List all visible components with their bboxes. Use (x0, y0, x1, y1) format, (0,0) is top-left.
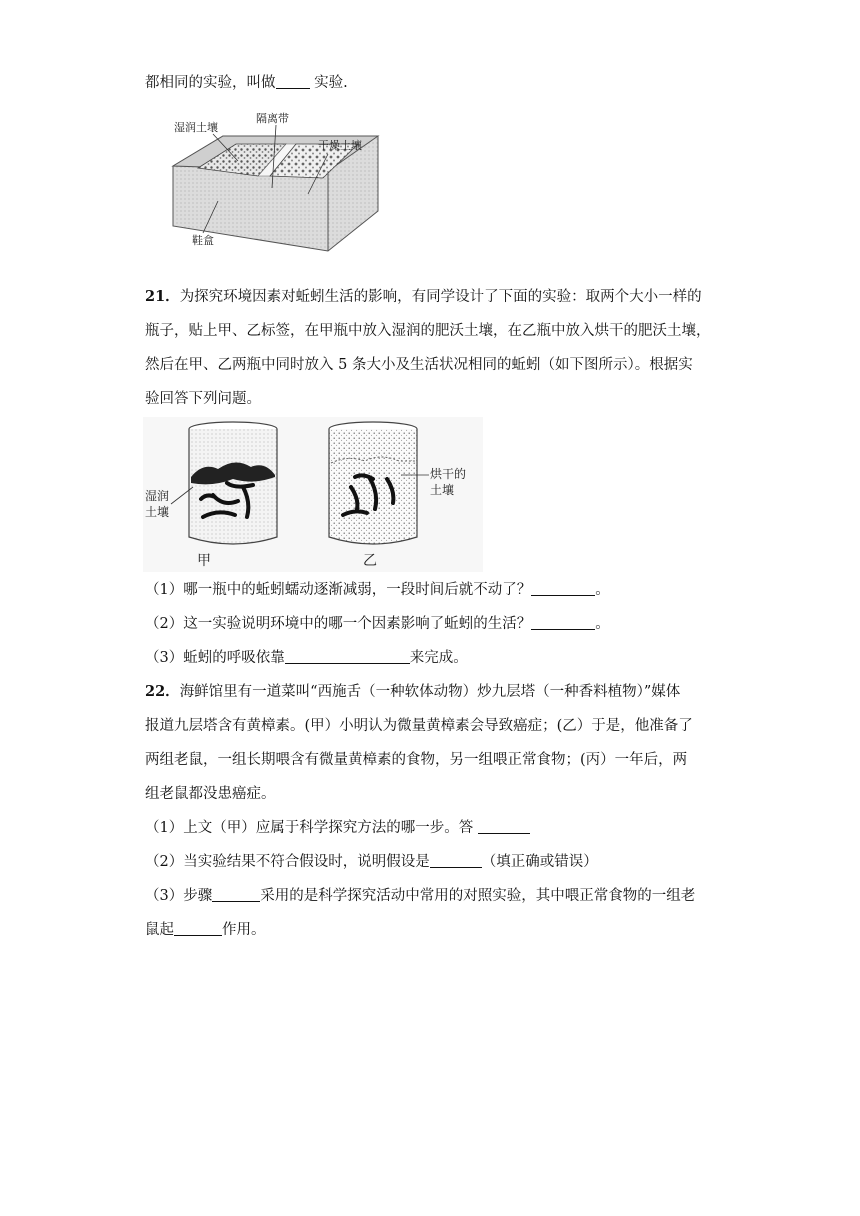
q22-sub2 (145, 852, 598, 872)
q21-sub3 (145, 648, 468, 668)
q22-text: 海鲜馆里有一道菜叫“西施舌（一种软体动物）炒九层塔（一种香料植物）”媒体 (179, 684, 681, 700)
q22-sub2-text: （2）当实验结果不符合假设时，说明假设是 (145, 854, 430, 870)
answer-blank[interactable] (174, 921, 222, 936)
intro-line (145, 73, 348, 93)
q22-sub1 (145, 818, 530, 838)
q21-sub2-end: 。 (595, 616, 610, 632)
q21-line-4: 验回答下列问题。 (145, 391, 261, 407)
q22-sub3b-text-a: 鼠起 (145, 922, 174, 938)
q21-sub1 (145, 580, 610, 600)
q22-line-3: 两组老鼠，一组长期喂含有微量黄樟素的食物，另一组喂正常食物；(丙）一年后，两 (145, 752, 688, 768)
label-dry-soil: 干燥土壤 (318, 139, 362, 152)
label-wet-soil-1: 湿润 (145, 489, 170, 503)
q21-line-2: 瓶子，贴上甲、乙标签，在甲瓶中放入湿润的肥沃土壤，在乙瓶中放入烘干的肥沃土壤， (145, 323, 711, 339)
answer-blank[interactable] (285, 649, 410, 664)
q21-sub2 (145, 614, 610, 634)
q21-sub1-text: （1）哪一瓶中的蚯蚓蠕动逐渐减弱，一段时间后就不动了？ (145, 582, 532, 598)
q22-sub3b-text-b: 作用。 (222, 922, 266, 938)
label-shoebox: 鞋盒 (192, 234, 214, 247)
jar-label-yi: 乙 (363, 553, 377, 569)
answer-blank[interactable] (276, 74, 310, 89)
q22-sub1-text: （1）上文（甲）应属于科学探究方法的哪一步。答 (145, 820, 478, 836)
q21-text: 为探究环境因素对蚯蚓生活的影响，有同学设计了下面的实验：取两个大小一样的 (179, 289, 702, 305)
answer-blank[interactable] (430, 853, 482, 868)
q22-sub3-text-a: （3）步骤 (145, 888, 213, 904)
label-wet-soil-2: 土壤 (145, 505, 170, 519)
q22-sub2-end: （填正确或错误） (481, 854, 598, 870)
label-dry-soil-1: 烘干的 (430, 467, 467, 481)
q22-line-1 (145, 682, 680, 702)
answer-blank[interactable] (478, 819, 530, 834)
q21-sub2-text: （2）这一实验说明环境中的哪一个因素影响了蚯蚓的生活？ (145, 616, 532, 632)
q22-sub3-text-b: 采用的是科学探究活动中常用的对照实验，其中喂正常食物的一组老 (260, 888, 696, 904)
answer-blank[interactable] (531, 615, 595, 630)
q21-number: 21． (145, 288, 180, 305)
q22-line-4: 组老鼠都没患癌症。 (145, 786, 276, 802)
q21-sub3-text: （3）蚯蚓的呼吸依靠 (145, 650, 285, 666)
q22-line-2: 报道九层塔含有黄樟素。(甲）小明认为微量黄樟素会导致癌症；(乙）于是，他准备了 (145, 718, 693, 734)
jar-yi (329, 422, 417, 544)
jar-label-jia: 甲 (197, 553, 211, 569)
intro-text-end: 实验. (309, 75, 348, 91)
label-wet-soil: 湿润土壤 (174, 121, 218, 134)
q22-sub3-cont (145, 920, 266, 940)
q21-sub3-end: 来完成。 (409, 650, 468, 666)
jar-jia (189, 422, 277, 544)
q21-line-3: 然后在甲、乙两瓶中同时放入 5 条大小及生活状况相同的蚯蚓（如下图所示）。根据实 (145, 357, 693, 373)
q21-line-1 (145, 287, 702, 307)
earthworm-jars-figure (143, 417, 483, 572)
q21-sub1-end: 。 (595, 582, 610, 598)
label-divider: 隔离带 (256, 112, 289, 125)
q22-sub3 (145, 886, 695, 906)
shoebox-figure (168, 106, 383, 256)
answer-blank[interactable] (531, 581, 595, 596)
intro-text: 都相同的实验，叫做 (145, 75, 276, 91)
answer-blank[interactable] (212, 887, 260, 902)
label-dry-soil-2: 土壤 (430, 483, 455, 497)
q22-number: 22． (145, 683, 180, 700)
